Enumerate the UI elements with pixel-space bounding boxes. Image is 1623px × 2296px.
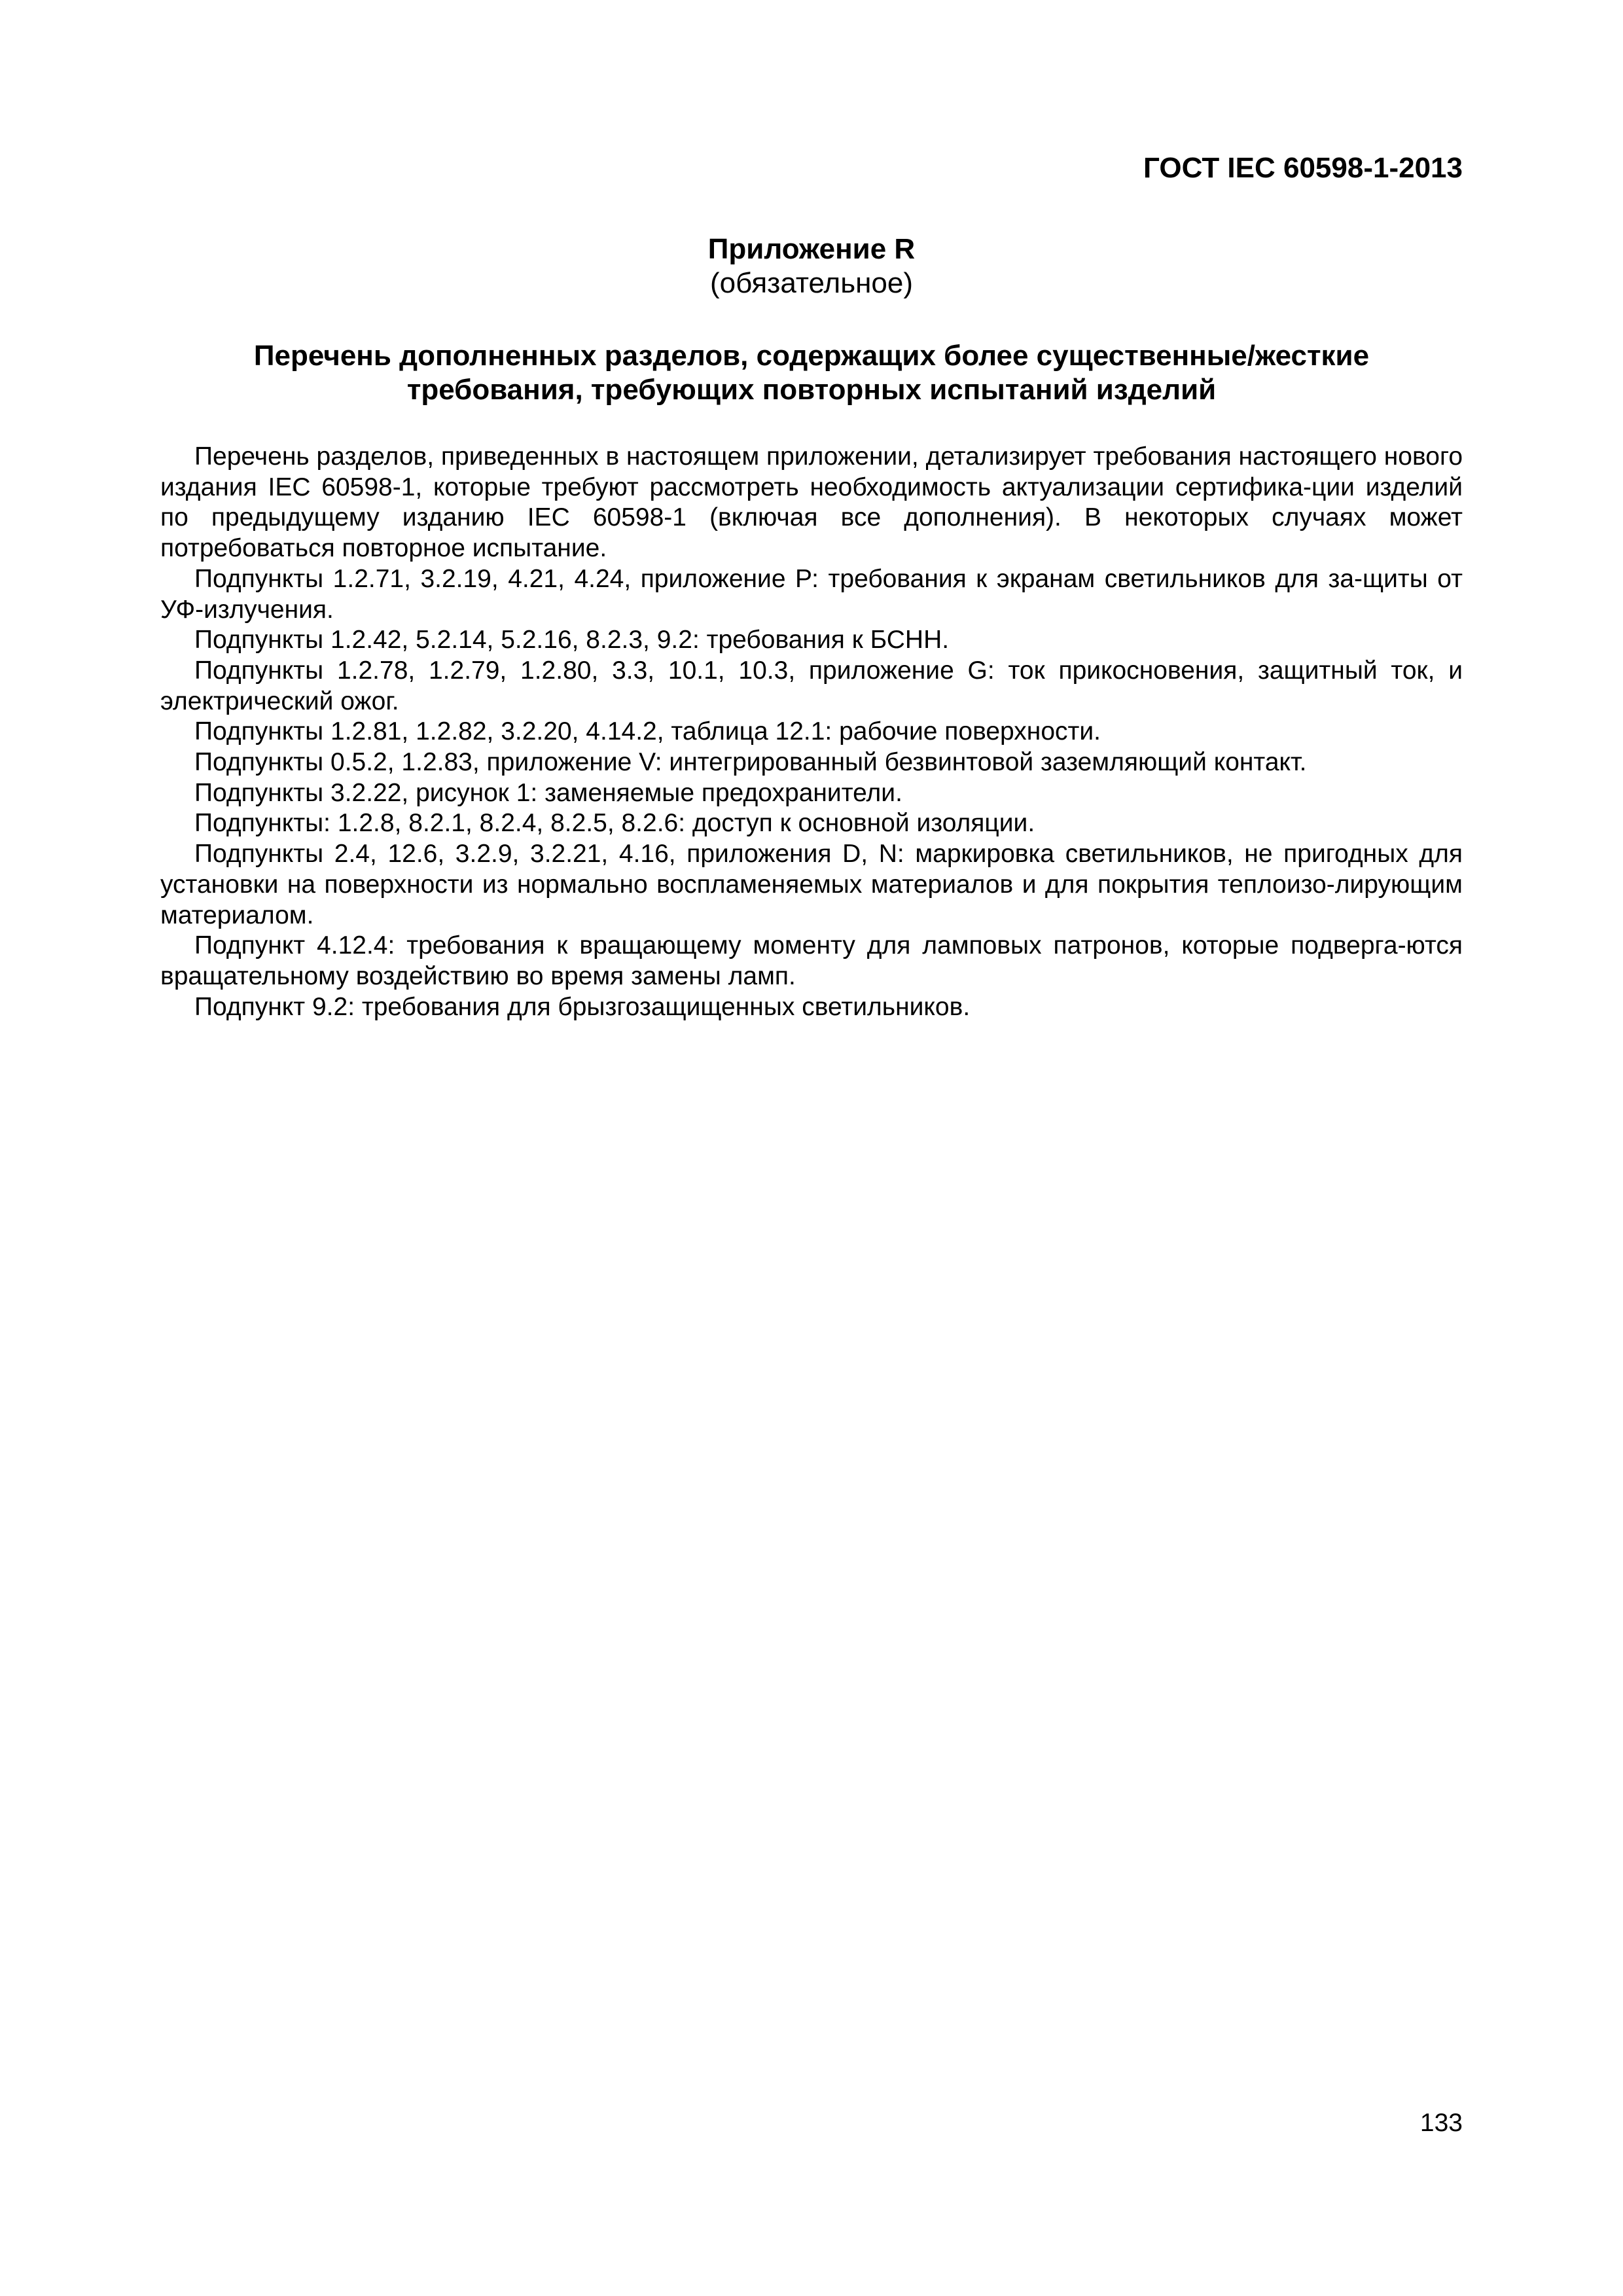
paragraph-item: Подпункты 1.2.78, 1.2.79, 1.2.80, 3.3, 10.1, 10.3, приложение G: ток прикосновения, защитный ток, и электрический ожог. — [160, 656, 1463, 715]
paragraph-item: Подпункты 1.2.42, 5.2.14, 5.2.16, 8.2.3, 9.2: требования к БСНН. — [194, 626, 950, 655]
paragraph-intro: Перечень разделов, приведенных в настоящем приложении, детализирует требования настоящего нового издания IEC 60598-1, которые требуют рассмотреть необходимость актуализации сертифика-ции изделий по предыдущему изданию IEC 60598-1 (включая все дополнения). В некоторых случаях может потребоваться повторное испытание. — [160, 442, 1463, 563]
annex-title: Приложение R — [707, 233, 916, 265]
section-title — [183, 339, 1440, 407]
paragraph-item: Подпункты 1.2.81, 1.2.82, 3.2.20, 4.14.2, таблица 12.1: рабочие поверхности. — [194, 717, 1101, 746]
paragraph-item: Подпункты 0.5.2, 1.2.83, приложение V: интегрированный безвинтовой заземляющий контакт. — [194, 748, 1307, 777]
document-code: ГОСТ IEC 60598-1-2013 — [1143, 152, 1463, 184]
paragraph-item: Подпункт 4.12.4: требования к вращающему моменту для ламповых патронов, которые подверга-ются вращательному воздействию во время замены ламп. — [160, 931, 1463, 990]
annex-status: (обязательное) — [709, 267, 914, 299]
paragraph-item: Подпункты: 1.2.8, 8.2.1, 8.2.4, 8.2.5, 8.2.6: доступ к основной изоляции. — [194, 809, 1035, 838]
section-title-line-2: требования, требующих повторных испытаний изделий — [406, 374, 1217, 406]
section-title-line-1: Перечень дополненных разделов, содержащих более существенные/жесткие — [253, 340, 1370, 372]
body-text — [160, 442, 1463, 1022]
paragraph-item: Подпункты 3.2.22, рисунок 1: заменяемые предохранители. — [194, 778, 902, 807]
paragraph-item: Подпункты 1.2.71, 3.2.19, 4.21, 4.24, приложение Р: требования к экранам светильников для за-щиты от УФ-излучения. — [160, 564, 1463, 624]
page-number: 133 — [1419, 2109, 1463, 2137]
paragraph-item: Подпункт 9.2: требования для брызгозащищенных светильников. — [194, 992, 971, 1021]
annex-heading — [0, 232, 1623, 300]
paragraph-item: Подпункты 2.4, 12.6, 3.2.9, 3.2.21, 4.16, приложения D, N: маркировка светильников, не пригодных для установки на поверхности из нормально воспламеняемых материалов и для покрытия теплоизо-лирующим материалом. — [160, 840, 1463, 929]
